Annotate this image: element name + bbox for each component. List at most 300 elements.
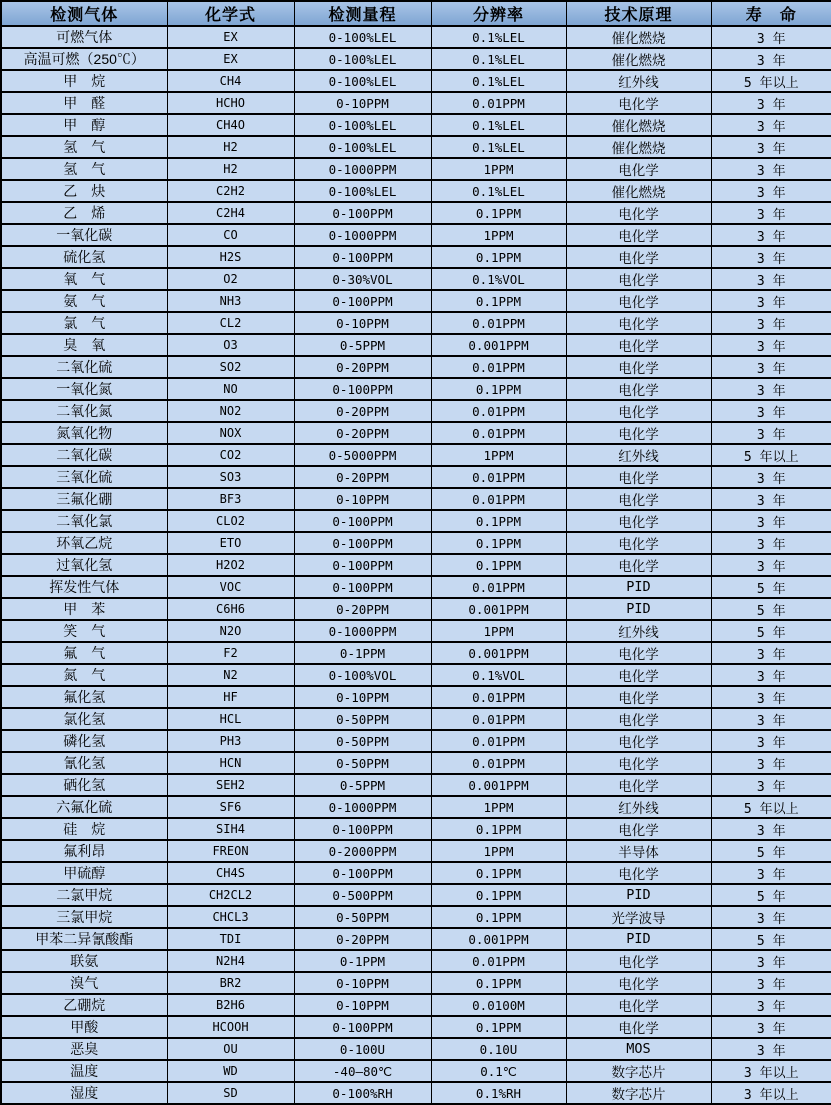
table-row — [1, 796, 831, 818]
table-row — [1, 444, 831, 466]
cell-principle: 电化学 — [566, 268, 711, 290]
cell-lifespan: 3 年 — [711, 488, 831, 510]
cell-resolution: 0.1%VOL — [431, 268, 566, 290]
cell-principle: 电化学 — [566, 994, 711, 1016]
cell-resolution: 0.01PPM — [431, 356, 566, 378]
table-row — [1, 92, 831, 114]
cell-lifespan: 3 年 — [711, 752, 831, 774]
cell-formula: H2O2 — [167, 554, 294, 576]
table-row — [1, 708, 831, 730]
cell-formula: NH3 — [167, 290, 294, 312]
table-row — [1, 554, 831, 576]
cell-principle: 电化学 — [566, 862, 711, 884]
cell-range: 0-1PPM — [294, 950, 431, 972]
table-row — [1, 466, 831, 488]
cell-resolution: 0.0100M — [431, 994, 566, 1016]
cell-principle: 电化学 — [566, 378, 711, 400]
cell-gas: 六氟化硫 — [1, 796, 167, 818]
cell-formula: ETO — [167, 532, 294, 554]
cell-gas: 可燃气体 — [1, 26, 167, 48]
cell-lifespan: 3 年 — [711, 1016, 831, 1038]
cell-lifespan: 3 年 — [711, 686, 831, 708]
cell-principle: 电化学 — [566, 554, 711, 576]
cell-lifespan: 5 年 — [711, 576, 831, 598]
cell-formula: SD — [167, 1082, 294, 1104]
header-resolution: 分辨率 — [431, 1, 566, 26]
cell-resolution: 1PPM — [431, 158, 566, 180]
cell-range: 0-100PPM — [294, 1016, 431, 1038]
cell-range: 0-100PPM — [294, 532, 431, 554]
cell-principle: MOS — [566, 1038, 711, 1060]
cell-lifespan: 5 年 — [711, 884, 831, 906]
cell-range: 0-100%LEL — [294, 26, 431, 48]
cell-lifespan: 3 年 — [711, 334, 831, 356]
cell-formula: N2 — [167, 664, 294, 686]
cell-formula: O3 — [167, 334, 294, 356]
cell-lifespan: 3 年 — [711, 994, 831, 1016]
cell-resolution: 0.1%LEL — [431, 136, 566, 158]
cell-gas: 高温可燃（250℃） — [1, 48, 167, 70]
cell-gas: 氨 气 — [1, 290, 167, 312]
cell-principle: 电化学 — [566, 818, 711, 840]
table-row — [1, 994, 831, 1016]
cell-resolution: 0.01PPM — [431, 576, 566, 598]
cell-principle: 电化学 — [566, 642, 711, 664]
cell-gas: 氯化氢 — [1, 708, 167, 730]
cell-gas: 磷化氢 — [1, 730, 167, 752]
cell-resolution: 0.1PPM — [431, 202, 566, 224]
cell-resolution: 0.01PPM — [431, 708, 566, 730]
cell-resolution: 0.01PPM — [431, 730, 566, 752]
cell-resolution: 0.01PPM — [431, 950, 566, 972]
cell-resolution: 0.01PPM — [431, 92, 566, 114]
cell-principle: 电化学 — [566, 290, 711, 312]
cell-principle: 电化学 — [566, 972, 711, 994]
cell-resolution: 1PPM — [431, 224, 566, 246]
cell-lifespan: 3 年 — [711, 224, 831, 246]
table-row — [1, 1038, 831, 1060]
cell-lifespan: 5 年以上 — [711, 444, 831, 466]
cell-gas: 笑 气 — [1, 620, 167, 642]
table-row — [1, 928, 831, 950]
cell-lifespan: 5 年 — [711, 928, 831, 950]
header-lifespan: 寿 命 — [711, 1, 831, 26]
cell-resolution: 0.001PPM — [431, 642, 566, 664]
cell-resolution: 0.1%LEL — [431, 114, 566, 136]
table-row — [1, 488, 831, 510]
header-principle: 技术原理 — [566, 1, 711, 26]
cell-resolution: 0.1℃ — [431, 1060, 566, 1082]
table-row — [1, 774, 831, 796]
cell-principle: 光学波导 — [566, 906, 711, 928]
cell-gas: 氮氧化物 — [1, 422, 167, 444]
table-row — [1, 840, 831, 862]
cell-range: 0-1000PPM — [294, 224, 431, 246]
cell-principle: 红外线 — [566, 70, 711, 92]
cell-lifespan: 5 年 — [711, 598, 831, 620]
cell-gas: 氟 气 — [1, 642, 167, 664]
cell-formula: C2H2 — [167, 180, 294, 202]
cell-gas: 硅 烷 — [1, 818, 167, 840]
cell-principle: 电化学 — [566, 1016, 711, 1038]
cell-range: 0-5000PPM — [294, 444, 431, 466]
cell-principle: 电化学 — [566, 334, 711, 356]
header-gas: 检测气体 — [1, 1, 167, 26]
cell-resolution: 1PPM — [431, 620, 566, 642]
header-range: 检测量程 — [294, 1, 431, 26]
table-row — [1, 378, 831, 400]
cell-range: 0-100PPM — [294, 862, 431, 884]
cell-formula: VOC — [167, 576, 294, 598]
cell-formula: C2H4 — [167, 202, 294, 224]
cell-formula: HCHO — [167, 92, 294, 114]
cell-resolution: 0.1PPM — [431, 290, 566, 312]
cell-lifespan: 3 年 — [711, 554, 831, 576]
cell-formula: N2H4 — [167, 950, 294, 972]
table-row — [1, 972, 831, 994]
cell-lifespan: 3 年以上 — [711, 1082, 831, 1104]
cell-principle: 电化学 — [566, 202, 711, 224]
table-row — [1, 1082, 831, 1104]
table-row — [1, 884, 831, 906]
cell-resolution: 0.1%LEL — [431, 70, 566, 92]
cell-formula: C6H6 — [167, 598, 294, 620]
cell-principle: 红外线 — [566, 444, 711, 466]
cell-resolution: 0.001PPM — [431, 334, 566, 356]
cell-principle: PID — [566, 598, 711, 620]
cell-range: 0-100PPM — [294, 818, 431, 840]
cell-range: 0-5PPM — [294, 334, 431, 356]
cell-principle: 电化学 — [566, 400, 711, 422]
table-row — [1, 26, 831, 48]
cell-lifespan: 3 年 — [711, 268, 831, 290]
table-row — [1, 268, 831, 290]
cell-range: 0-10PPM — [294, 92, 431, 114]
cell-resolution: 0.001PPM — [431, 928, 566, 950]
cell-resolution: 0.01PPM — [431, 752, 566, 774]
table-body — [1, 26, 831, 1104]
cell-resolution: 0.1PPM — [431, 1016, 566, 1038]
cell-gas: 甲 苯 — [1, 598, 167, 620]
table-row — [1, 1016, 831, 1038]
cell-principle: 电化学 — [566, 246, 711, 268]
cell-lifespan: 3 年 — [711, 400, 831, 422]
cell-formula: O2 — [167, 268, 294, 290]
table-row — [1, 202, 831, 224]
cell-formula: HCOOH — [167, 1016, 294, 1038]
table-row — [1, 400, 831, 422]
cell-range: 0-100PPM — [294, 554, 431, 576]
cell-range: 0-1000PPM — [294, 796, 431, 818]
cell-gas: 甲酸 — [1, 1016, 167, 1038]
cell-range: 0-20PPM — [294, 400, 431, 422]
table-row — [1, 818, 831, 840]
cell-gas: 氰化氢 — [1, 752, 167, 774]
cell-gas: 温度 — [1, 1060, 167, 1082]
cell-gas: 氢 气 — [1, 158, 167, 180]
cell-range: 0-100PPM — [294, 246, 431, 268]
cell-formula: HCL — [167, 708, 294, 730]
cell-lifespan: 3 年 — [711, 972, 831, 994]
cell-formula: SF6 — [167, 796, 294, 818]
cell-gas: 氮 气 — [1, 664, 167, 686]
cell-formula: HF — [167, 686, 294, 708]
cell-principle: PID — [566, 928, 711, 950]
cell-resolution: 0.1PPM — [431, 378, 566, 400]
cell-gas: 恶臭 — [1, 1038, 167, 1060]
cell-formula: CH2CL2 — [167, 884, 294, 906]
table-row — [1, 312, 831, 334]
cell-lifespan: 3 年以上 — [711, 1060, 831, 1082]
cell-principle: 催化燃烧 — [566, 180, 711, 202]
cell-formula: H2S — [167, 246, 294, 268]
cell-gas: 硫化氢 — [1, 246, 167, 268]
cell-range: 0-50PPM — [294, 906, 431, 928]
cell-gas: 二氯甲烷 — [1, 884, 167, 906]
table-row — [1, 114, 831, 136]
cell-range: 0-1PPM — [294, 642, 431, 664]
cell-range: 0-20PPM — [294, 598, 431, 620]
cell-principle: 电化学 — [566, 730, 711, 752]
cell-range: 0-1000PPM — [294, 620, 431, 642]
cell-principle: 电化学 — [566, 950, 711, 972]
cell-lifespan: 3 年 — [711, 642, 831, 664]
cell-lifespan: 3 年 — [711, 202, 831, 224]
cell-formula: SO2 — [167, 356, 294, 378]
cell-range: 0-20PPM — [294, 422, 431, 444]
cell-principle: 电化学 — [566, 686, 711, 708]
cell-resolution: 0.1PPM — [431, 532, 566, 554]
cell-range: 0-100PPM — [294, 202, 431, 224]
cell-resolution: 0.01PPM — [431, 488, 566, 510]
cell-principle: 电化学 — [566, 532, 711, 554]
cell-principle: 催化燃烧 — [566, 114, 711, 136]
cell-formula: B2H6 — [167, 994, 294, 1016]
cell-lifespan: 3 年 — [711, 48, 831, 70]
table-row — [1, 686, 831, 708]
cell-lifespan: 3 年 — [711, 818, 831, 840]
cell-principle: 电化学 — [566, 356, 711, 378]
cell-resolution: 1PPM — [431, 840, 566, 862]
cell-principle: 电化学 — [566, 510, 711, 532]
cell-formula: HCN — [167, 752, 294, 774]
table-row — [1, 730, 831, 752]
cell-resolution: 0.1PPM — [431, 862, 566, 884]
cell-range: 0-100%LEL — [294, 114, 431, 136]
cell-lifespan: 3 年 — [711, 422, 831, 444]
cell-resolution: 0.001PPM — [431, 774, 566, 796]
cell-gas: 硒化氢 — [1, 774, 167, 796]
cell-principle: 电化学 — [566, 158, 711, 180]
table-row — [1, 620, 831, 642]
cell-range: 0-50PPM — [294, 708, 431, 730]
cell-gas: 甲 醇 — [1, 114, 167, 136]
cell-resolution: 0.1PPM — [431, 246, 566, 268]
cell-gas: 氟化氢 — [1, 686, 167, 708]
cell-formula: CH4O — [167, 114, 294, 136]
cell-range: 0-5PPM — [294, 774, 431, 796]
cell-gas: 挥发性气体 — [1, 576, 167, 598]
cell-formula: CLO2 — [167, 510, 294, 532]
cell-range: 0-100%LEL — [294, 48, 431, 70]
cell-principle: 数字芯片 — [566, 1082, 711, 1104]
cell-gas: 联氨 — [1, 950, 167, 972]
cell-range: 0-20PPM — [294, 356, 431, 378]
cell-formula: H2 — [167, 136, 294, 158]
cell-gas: 三氧化硫 — [1, 466, 167, 488]
cell-lifespan: 3 年 — [711, 158, 831, 180]
cell-principle: 数字芯片 — [566, 1060, 711, 1082]
cell-resolution: 0.1%LEL — [431, 180, 566, 202]
cell-gas: 乙 炔 — [1, 180, 167, 202]
cell-lifespan: 3 年 — [711, 1038, 831, 1060]
cell-principle: 红外线 — [566, 620, 711, 642]
cell-formula: CH4S — [167, 862, 294, 884]
cell-gas: 环氧乙烷 — [1, 532, 167, 554]
cell-range: 0-100PPM — [294, 510, 431, 532]
cell-formula: NO — [167, 378, 294, 400]
table-row — [1, 334, 831, 356]
cell-lifespan: 5 年 — [711, 620, 831, 642]
cell-range: 0-50PPM — [294, 730, 431, 752]
table-row — [1, 70, 831, 92]
table-row — [1, 510, 831, 532]
cell-gas: 甲苯二异氰酸酯 — [1, 928, 167, 950]
cell-principle: 催化燃烧 — [566, 48, 711, 70]
cell-principle: 电化学 — [566, 774, 711, 796]
cell-formula: CO — [167, 224, 294, 246]
table-row — [1, 598, 831, 620]
cell-principle: 电化学 — [566, 422, 711, 444]
cell-lifespan: 3 年 — [711, 950, 831, 972]
cell-range: 0-2000PPM — [294, 840, 431, 862]
cell-gas: 乙 烯 — [1, 202, 167, 224]
cell-formula: NO2 — [167, 400, 294, 422]
cell-gas: 臭 氧 — [1, 334, 167, 356]
table-row — [1, 422, 831, 444]
table-row — [1, 224, 831, 246]
cell-lifespan: 3 年 — [711, 730, 831, 752]
cell-formula: H2 — [167, 158, 294, 180]
cell-resolution: 0.01PPM — [431, 466, 566, 488]
table-row — [1, 48, 831, 70]
cell-formula: FREON — [167, 840, 294, 862]
cell-lifespan: 3 年 — [711, 466, 831, 488]
table-row — [1, 136, 831, 158]
cell-range: 0-100PPM — [294, 378, 431, 400]
cell-lifespan: 3 年 — [711, 532, 831, 554]
cell-resolution: 0.001PPM — [431, 598, 566, 620]
cell-principle: 电化学 — [566, 708, 711, 730]
cell-principle: 红外线 — [566, 796, 711, 818]
cell-gas: 三氯甲烷 — [1, 906, 167, 928]
cell-principle: 电化学 — [566, 312, 711, 334]
cell-principle: 电化学 — [566, 92, 711, 114]
cell-range: 0-10PPM — [294, 312, 431, 334]
cell-gas: 甲 醛 — [1, 92, 167, 114]
cell-formula: BF3 — [167, 488, 294, 510]
cell-principle: 催化燃烧 — [566, 26, 711, 48]
cell-gas: 甲硫醇 — [1, 862, 167, 884]
cell-resolution: 0.01PPM — [431, 422, 566, 444]
cell-lifespan: 3 年 — [711, 114, 831, 136]
cell-principle: PID — [566, 884, 711, 906]
cell-range: 0-100%LEL — [294, 70, 431, 92]
cell-lifespan: 3 年 — [711, 664, 831, 686]
cell-lifespan: 3 年 — [711, 774, 831, 796]
cell-resolution: 1PPM — [431, 444, 566, 466]
cell-range: -40—80℃ — [294, 1060, 431, 1082]
header-formula: 化学式 — [167, 1, 294, 26]
cell-formula: NOX — [167, 422, 294, 444]
cell-resolution: 0.1%RH — [431, 1082, 566, 1104]
table-row — [1, 664, 831, 686]
cell-resolution: 0.1PPM — [431, 818, 566, 840]
cell-range: 0-10PPM — [294, 488, 431, 510]
cell-formula: PH3 — [167, 730, 294, 752]
cell-lifespan: 3 年 — [711, 290, 831, 312]
cell-range: 0-20PPM — [294, 466, 431, 488]
cell-resolution: 0.01PPM — [431, 400, 566, 422]
cell-principle: 电化学 — [566, 224, 711, 246]
cell-resolution: 0.1PPM — [431, 554, 566, 576]
cell-principle: 电化学 — [566, 664, 711, 686]
cell-range: 0-1000PPM — [294, 158, 431, 180]
cell-lifespan: 3 年 — [711, 378, 831, 400]
table-row — [1, 356, 831, 378]
cell-lifespan: 3 年 — [711, 92, 831, 114]
cell-range: 0-10PPM — [294, 972, 431, 994]
cell-gas: 过氧化氢 — [1, 554, 167, 576]
table-row — [1, 290, 831, 312]
cell-resolution: 0.01PPM — [431, 686, 566, 708]
cell-formula: CHCL3 — [167, 906, 294, 928]
cell-resolution: 0.10U — [431, 1038, 566, 1060]
cell-principle: PID — [566, 576, 711, 598]
cell-range: 0-100U — [294, 1038, 431, 1060]
table-row — [1, 906, 831, 928]
cell-gas: 氟利昂 — [1, 840, 167, 862]
cell-range: 0-500PPM — [294, 884, 431, 906]
cell-gas: 氯 气 — [1, 312, 167, 334]
cell-range: 0-100%LEL — [294, 180, 431, 202]
cell-gas: 一氧化碳 — [1, 224, 167, 246]
cell-formula: TDI — [167, 928, 294, 950]
cell-formula: CH4 — [167, 70, 294, 92]
cell-gas: 三氟化硼 — [1, 488, 167, 510]
cell-lifespan: 3 年 — [711, 26, 831, 48]
cell-gas: 溴气 — [1, 972, 167, 994]
cell-lifespan: 3 年 — [711, 180, 831, 202]
cell-lifespan: 3 年 — [711, 862, 831, 884]
cell-principle: 电化学 — [566, 466, 711, 488]
cell-range: 0-10PPM — [294, 994, 431, 1016]
table-row — [1, 180, 831, 202]
cell-range: 0-100%VOL — [294, 664, 431, 686]
cell-gas: 一氧化氮 — [1, 378, 167, 400]
cell-range: 0-100PPM — [294, 290, 431, 312]
table-row — [1, 576, 831, 598]
cell-resolution: 0.1%VOL — [431, 664, 566, 686]
cell-formula: EX — [167, 26, 294, 48]
table-header-row — [1, 1, 831, 26]
cell-formula: WD — [167, 1060, 294, 1082]
cell-lifespan: 5 年以上 — [711, 796, 831, 818]
cell-range: 0-50PPM — [294, 752, 431, 774]
cell-gas: 二氧化氮 — [1, 400, 167, 422]
cell-formula: CO2 — [167, 444, 294, 466]
cell-lifespan: 3 年 — [711, 906, 831, 928]
